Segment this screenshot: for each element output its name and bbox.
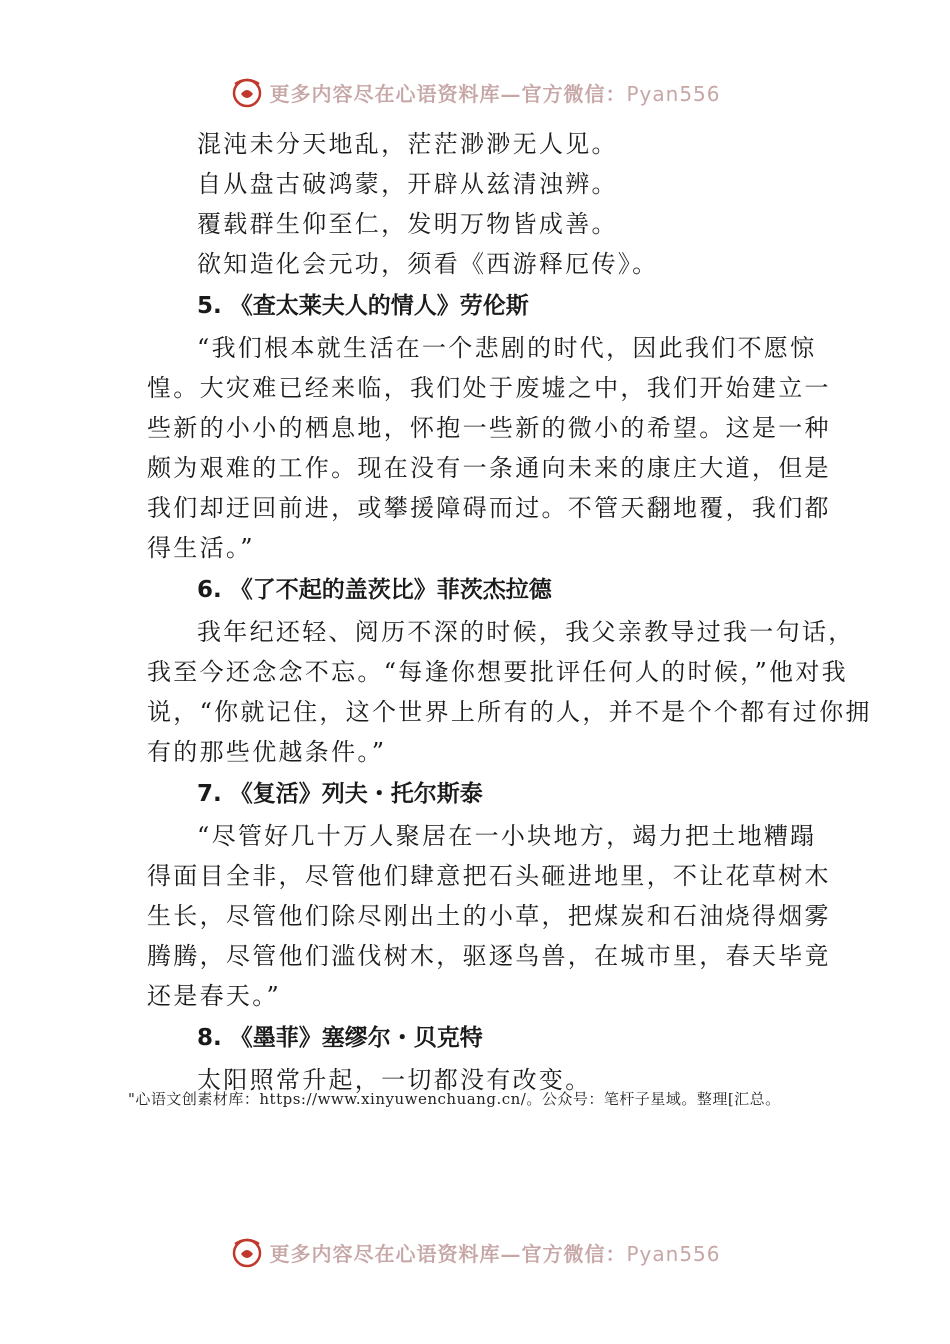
logo-icon (229, 74, 265, 110)
section-paragraph (147, 328, 831, 568)
paragraph-line: 些新的小小的栖息地，怀抱一些新的微小的希望。这是一种 (147, 414, 831, 442)
section-heading: 5. 《查太莱夫人的情人》劳伦斯 (197, 293, 529, 319)
paragraph-line: 说，“你就记住，这个世界上所有的人，并不是个个都有过你拥 (147, 698, 872, 726)
section-heading: 8. 《墨菲》塞缪尔・贝克特 (197, 1025, 483, 1051)
logo-icon (229, 1234, 265, 1270)
poem-line: 自从盘古破鸿蒙，开辟从兹清浊辨。 (197, 170, 618, 198)
paragraph-line: 我们却迂回前进，或攀援障碍而过。不管天翻地覆，我们都 (147, 494, 831, 522)
paragraph-line: 有的那些优越条件。” (147, 738, 387, 766)
section-paragraph (147, 816, 831, 1016)
banner-text: 更多内容尽在心语资料库—官方微信：Pyan556 (269, 1241, 721, 1266)
poem (147, 124, 817, 284)
paragraph-line: 得面目全非，尽管他们肆意把石头砸进地里，不让花草树木 (147, 862, 831, 890)
document-body (147, 124, 872, 1100)
poem-line: 混沌未分天地乱，茫茫渺渺无人见。 (197, 130, 618, 158)
paragraph-line: 我至今还念念不忘。“每逢你想要批评任何人的时候，”他对我 (147, 658, 848, 686)
footnote: "心语文创素材库：https://www.xinyuwenchuang.cn/。公众号：笔杆子星域。整理[汇总。 (128, 1090, 781, 1108)
header-banner (0, 72, 950, 112)
paragraph-line: 我年纪还轻、阅历不深的时候，我父亲教导过我一句话， (197, 618, 855, 646)
section-heading: 7. 《复活》列夫・托尔斯泰 (197, 781, 483, 807)
poem-line: 欲知造化会元功，须看《西游释厄传》。 (197, 250, 659, 278)
paragraph-line: 腾腾，尽管他们滥伐树木，驱逐鸟兽，在城市里，春天毕竟 (147, 942, 831, 970)
banner-text: 更多内容尽在心语资料库—官方微信：Pyan556 (269, 81, 721, 106)
paragraph-line: 太阳照常升起，一切都没有改变。 (197, 1066, 592, 1094)
paragraph-line: “尽管好几十万人聚居在一小块地方，竭力把土地糟蹋 (197, 822, 817, 850)
paragraph-line: 还是春天。” (147, 982, 282, 1010)
paragraph-line: “我们根本就生活在一个悲剧的时代，因此我们不愿惊 (197, 334, 817, 362)
paragraph-line: 得生活。” (147, 534, 255, 562)
paragraph-line: 生长，尽管他们除尽刚出土的小草，把煤炭和石油烧得烟雾 (147, 902, 831, 930)
paragraph-line: 颇为艰难的工作。现在没有一条通向未来的康庄大道，但是 (147, 454, 831, 482)
poem-line: 覆载群生仰至仁，发明万物皆成善。 (197, 210, 618, 238)
footer-banner (0, 1232, 950, 1272)
paragraph-line: 惶。大灾难已经来临，我们处于废墟之中，我们开始建立一 (147, 374, 831, 402)
section-paragraph (147, 612, 872, 772)
section-heading: 6. 《了不起的盖茨比》菲茨杰拉德 (197, 577, 552, 603)
